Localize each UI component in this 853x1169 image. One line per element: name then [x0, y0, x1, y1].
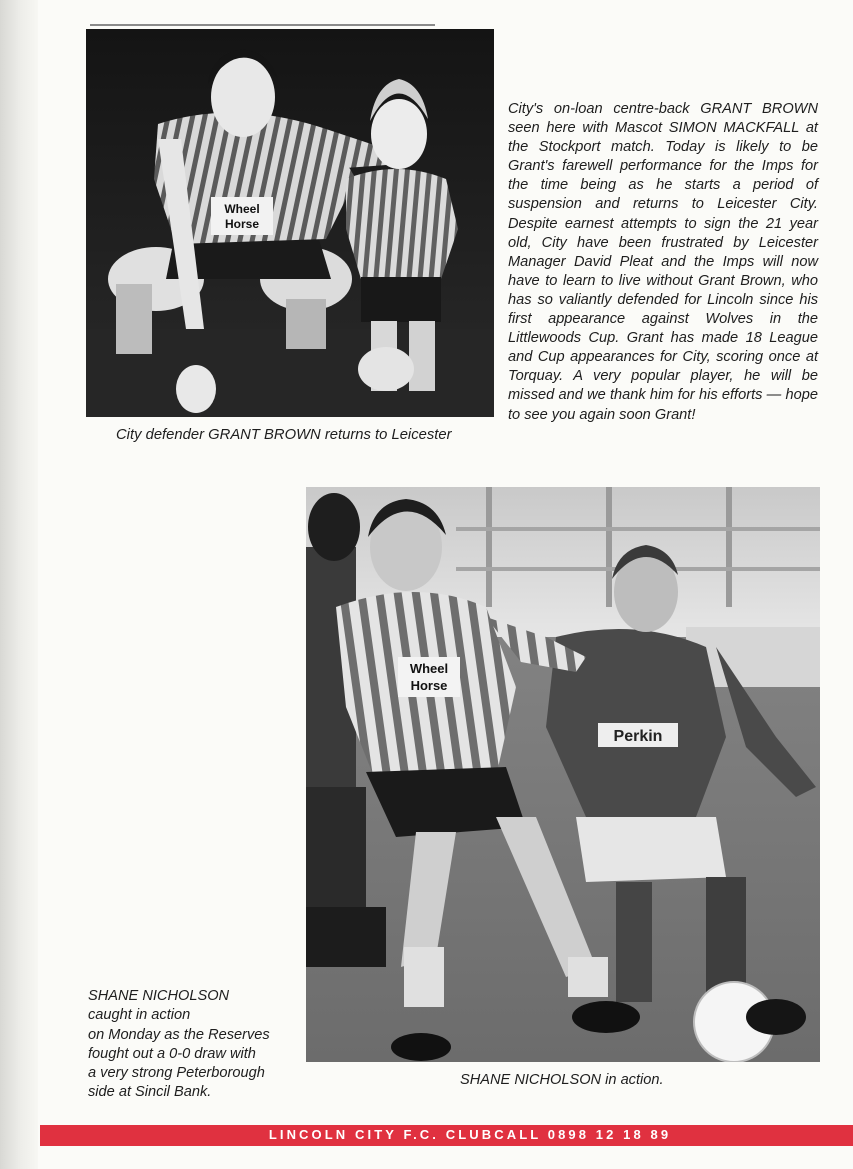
side-caption-line: SHANE NICHOLSON [88, 988, 230, 1004]
photo-shane-nicholson-in-action [306, 487, 820, 1062]
side-caption-line: fought out a 0-0 draw with [88, 1045, 256, 1062]
side-caption-line: a very strong Peterborough [88, 1065, 265, 1082]
side-caption-line: caught in action [88, 1007, 191, 1024]
photo-grant-brown-with-mascot [86, 29, 494, 417]
article-body: City's on-loan centre-back GRANT BROWN seen here with Mascot SIMON MACKFALL at the Stockport match. Today is likely to be Grant's farewell performance for the Imps for the time being as he starts a period of suspension and returns to Leicester City. Despite earnest attempts to sign the 21 year old, City have been frustrated by Leicester Manager David Pleat and the Imps will now have to learn to live without Grant Brown, who has so valiantly defended for Lincoln since his first appearance against Wolves in the Littlewoods Cup. Grant has made 18 League and Cup appearances for City, scoring once at Torquay. A very popular player, he will be missed and we thank him for his efforts — hope to see you again soon Grant! [508, 101, 818, 423]
side-caption [88, 987, 298, 1103]
photo-bottom-caption: SHANE NICHOLSON in action. [460, 1072, 664, 1088]
photo-top-sponsor-line2: Horse [224, 217, 260, 231]
footer-clubcall-text: LINCOLN CITY F.C. CLUBCALL 0898 12 18 89 [268, 1127, 672, 1142]
page-spine-shadow [0, 0, 38, 1169]
photo-top-caption: City defender GRANT BROWN returns to Leicester [116, 427, 452, 443]
photo-top-sponsor-line1: Wheel [224, 202, 260, 216]
side-caption-line: on Monday as the Reserves [88, 1026, 270, 1043]
top-rule [90, 24, 435, 26]
photo-bottom-sponsor-line1: Wheel [409, 661, 449, 676]
photo-top-illustration [86, 29, 494, 417]
photo-bottom-opponent-sponsor: Perkin [613, 728, 663, 745]
photo-bottom-sponsor-line2: Horse [410, 678, 448, 693]
photo-bottom-illustration [306, 487, 820, 1062]
side-caption-line: side at Sincil Bank. [88, 1084, 212, 1101]
